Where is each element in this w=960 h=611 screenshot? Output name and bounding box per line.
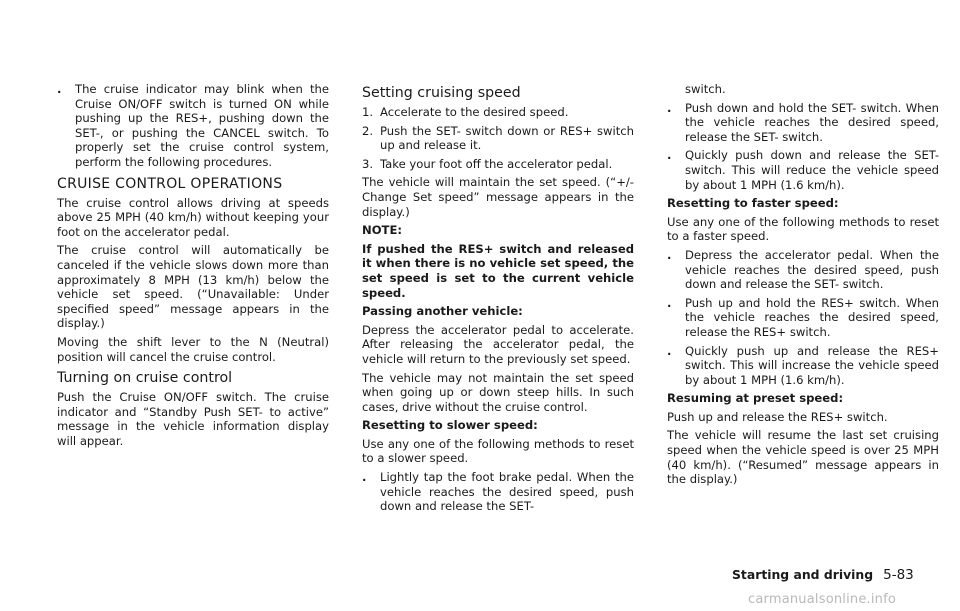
- bullet-marker: .: [667, 247, 672, 262]
- bullet-marker: .: [57, 82, 62, 96]
- paragraph: Depress the accelerator pedal to accelerate. After releasing the accelerator pedal, the vehicle will return to the previously set speed.: [362, 322, 634, 366]
- step-item: [362, 157, 634, 172]
- column-left: [57, 82, 329, 452]
- step-item: [362, 124, 634, 153]
- paragraph: Use any one of the following methods to reset to a slower speed.: [362, 436, 634, 466]
- step-number: 2.: [362, 123, 374, 138]
- continued-text: switch.: [685, 82, 726, 96]
- heading-turning-on-cruise-control: Turning on cruise control: [57, 370, 233, 387]
- paragraph: The vehicle may not maintain the set speed when going up or down steep hills. In such cases, drive without the cruise control.: [362, 370, 634, 414]
- column-middle: [362, 82, 634, 518]
- step-text: Accelerate to the desired speed.: [380, 105, 569, 119]
- paragraph: The vehicle will resume the last set cruising speed when the vehicle speed is over 25 MPH (40 km/h). (“Resumed” message appears in the display.): [667, 428, 939, 487]
- subheading-passing: Passing another vehicle:: [362, 304, 523, 319]
- heading-setting-cruising-speed: Setting cruising speed: [362, 85, 521, 101]
- subheading-slower: Resetting to slower speed:: [362, 418, 538, 433]
- bullet-item: [667, 148, 939, 192]
- page-number: 5-83: [883, 567, 914, 583]
- watermark: carmanualsonline.info: [748, 592, 897, 607]
- step-text: Take your foot off the accelerator pedal.: [380, 156, 613, 171]
- paragraph: Push up and release the RES+ switch.: [667, 409, 888, 424]
- paragraph: Push the Cruise ON/OFF switch. The cruise indicator and “Standby Push SET- to active” message in the vehicle information display will appear.: [57, 390, 329, 448]
- heading-cruise-control-operations: CRUISE CONTROL OPERATIONS: [57, 175, 283, 192]
- bullet-item: [667, 296, 939, 340]
- bullet-text: Depress the accelerator pedal. When the vehicle reaches the desired speed, push down and release the SET- switch.: [685, 247, 939, 292]
- step-text: Push the SET- switch down or RES+ switch up and release it.: [380, 123, 634, 153]
- paragraph: The vehicle will maintain the set speed. (“+/- Change Set speed” message appears in the display.): [362, 175, 634, 219]
- bullet-text: Push up and hold the RES+ switch. When the vehicle reaches the desired speed, release the RES+ switch.: [685, 295, 939, 339]
- bullet-marker: .: [667, 295, 672, 310]
- note-label: NOTE:: [362, 223, 403, 238]
- footer-section-title: Starting and driving: [732, 567, 874, 582]
- paragraph: The cruise control allows driving at speeds above 25 MPH (40 km/h) without keeping your foot on the accelerator pedal.: [57, 195, 329, 239]
- bullet-text: Quickly push up and release the RES+ switch. This will increase the vehicle speed by about 1 MPH (1.6 km/h).: [685, 343, 939, 387]
- bullet-item: [362, 470, 634, 514]
- bullet-text: Push down and hold the SET- switch. When the vehicle reaches the desired speed, release the SET- switch.: [685, 100, 939, 144]
- step-item: [362, 105, 634, 120]
- bullet-item: [667, 344, 939, 388]
- bullet-marker: .: [667, 100, 672, 115]
- subheading-preset: Resuming at preset speed:: [667, 391, 844, 406]
- subheading-faster: Resetting to faster speed:: [667, 196, 839, 211]
- bullet-text: Quickly push down and release the SET- switch. This will reduce the vehicle speed by about 1 MPH (1.6 km/h).: [685, 148, 939, 192]
- bullet-item: [667, 248, 939, 292]
- step-number: 1.: [362, 105, 374, 119]
- paragraph: Moving the shift lever to the N (Neutral) position will cancel the cruise control.: [57, 334, 329, 364]
- step-number: 3.: [362, 156, 374, 171]
- paragraph: The cruise control will automatically be canceled if the vehicle slows down more than approximately 8 MPH (13 km/h) below the vehicle set speed. (“Unavailable: Under specified speed” message appears in the display.): [57, 243, 329, 331]
- column-right: [667, 82, 939, 491]
- bullet-marker: .: [362, 470, 367, 485]
- bullet-item: [667, 101, 939, 145]
- bullet-text: The cruise indicator may blink when the Cruise ON/OFF switch is turned ON while pushing up the RES+, pushing down the SET-, or pushing the CANCEL switch. To properly set the cruise control system, perform the following procedures.: [75, 82, 329, 169]
- paragraph: Use any one of the following methods to reset to a faster speed.: [667, 214, 939, 244]
- bullet-text: Lightly tap the foot brake pedal. When the vehicle reaches the desired speed, push down and release the SET-: [380, 470, 634, 514]
- bullet-item: [57, 82, 329, 170]
- note-text: If pushed the RES+ switch and released it when there is no vehicle set speed, the set speed is set to the current vehicle speed.: [362, 241, 634, 300]
- bullet-marker: .: [667, 148, 672, 163]
- page-footer: [732, 567, 914, 583]
- bullet-marker: .: [667, 343, 672, 358]
